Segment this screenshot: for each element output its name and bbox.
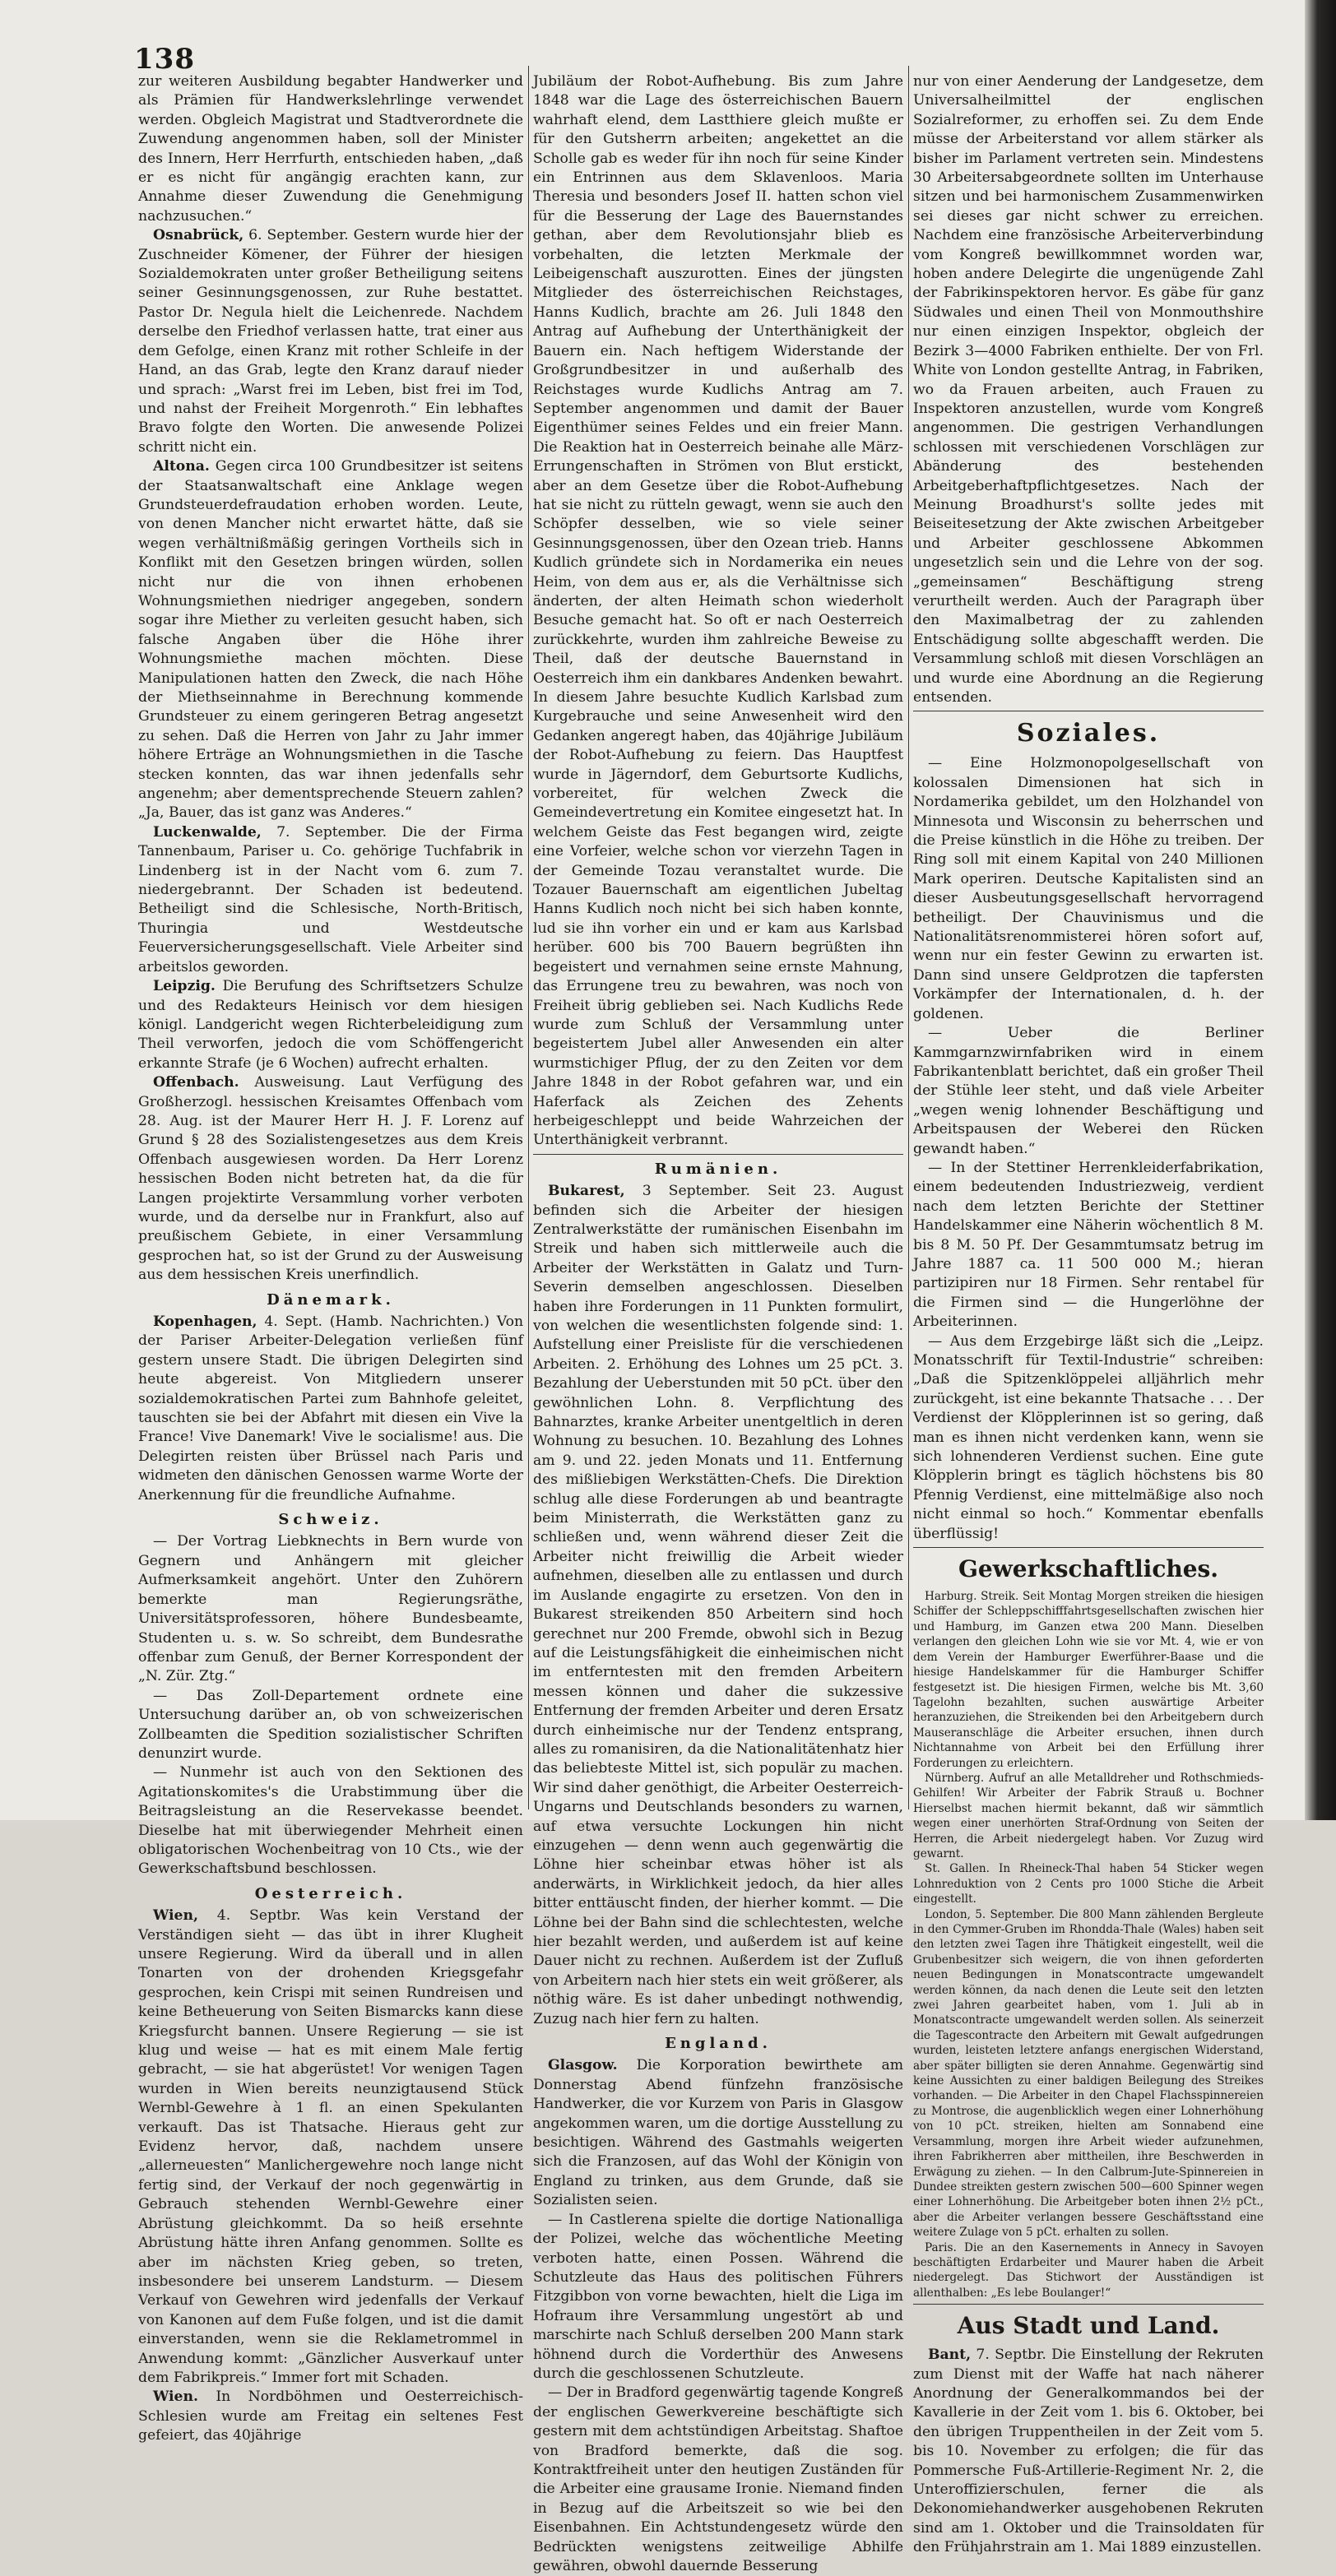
column-2 [533, 72, 903, 2574]
section-rule [913, 1547, 1264, 1548]
article-wien-2 [138, 2388, 523, 2445]
text-altona: Gegen circa 100 Grundbesitzer ist seitens der Staatsanwaltschaft eine Anklage wegen Grundsteuerdefraudation erhoben worden. Leute, von denen Mancher nicht erwartet hätte, daß sie wegen verhältnißmäßig geringen Vortheils sich in Konflikt mit den Gesetzen bringen würden, sollen nicht nur die von ihnen erhobenen Wohnungsmiethen niedriger angegeben, sondern sogar ihre Miether zu verleiten gesucht haben, sich falsche Angaben über die Höhe ihrer Wohnungsmiethe machen möchten. Diese Manipulationen hatten den Zweck, die nach Höhe der Miethseinnahme in Berechnung kommende Grundsteuer zu einem geringeren Betrag angesetzt zu sehen. Daß die Herren von Jahr zu Jahr immer höhere Erträge an Wohnungsmiethen in die Tasche stecken konnten, das war ihnen jedenfalls sehr angenehm; aber dementsprechende Steuern zahlen? „Ja, Bauer, das ist ganz was Anderes.“ [138, 458, 523, 822]
heading-aus-stadt-und-land: Aus Stadt und Land. [957, 2312, 1220, 2340]
article-bant [913, 2346, 1264, 2557]
text-leipzig: Die Berufung des Schriftsetzers Schulze und des Redakteurs Heinisch vor dem hiesigen königl. Landgericht wegen Richterbeleidigung zum Theil verworfen, jedoch die vom Schöffengericht erkannte Strafe (je 6 Wochen) aufrecht erhalten. [138, 978, 524, 1072]
article-bukarest [533, 1182, 903, 2029]
place-kopenhagen: Kopenhagen, [153, 1313, 257, 1330]
notice-nuernberg: Nürnberg. Aufruf an alle Metalldreher und Rothschmieds-Gehilfen! Wir Arbeiter der Fabrik Strauß u. Bochner Hierselbst machen hiermit bekannt, daß wir sämmtlich wegen einer unerhörten Straf-Ordnung von Seiten der Herren, die Arbeit niedergelegt haben. Vor Zuzug wird gewarnt. [913, 1771, 1264, 1860]
article-soziales-4: — Aus dem Erzgebirge läßt sich die „Leipz. Monatsschrift für Textil-Industrie“ schreiben: „Daß die Spitzenklöppelei alljährlich mehr zurückgeht, ist eine bekannte Thatsache . . . Der Verdienst der Klöpplerinnen ist so gering, daß man es ihnen nicht verdenken kann, wenn sie sich lohnenderen Verdienst suchen. Eine gute Klöpplerin bringt es täglich höchstens bis 80 Pfennig Verdienst, eine mittelmäßige also noch nicht einmal so hoch.“ Kommentar ebenfalls überflüssig! [913, 1332, 1264, 1542]
page-number: 138 [134, 43, 195, 76]
article-leipzig [138, 977, 523, 1073]
heading-daenemark: Dänemark. [267, 1290, 395, 1309]
heading-schweiz: Schweiz. [278, 1511, 383, 1529]
place-glasgow: Glasgow. [548, 2057, 618, 2074]
place-altona: Altona. [153, 458, 210, 475]
place-offenbach: Offenbach. [153, 1074, 239, 1091]
place-osnabrueck: Osnabrück, [153, 227, 244, 244]
article-schweiz-3: — Nunmehr ist auch von den Sektionen des Agitationskomites's die Urabstimmung über die Beitragsleistung an die Reservekasse beendet. Dieselbe hat mit überwiegender Mehrheit einen obligatorischen Wochenbeitrag von 10 Cts., wie der Gewerkschaftsbund beschlossen. [138, 1764, 523, 1878]
article-glasgow [533, 2056, 903, 2210]
text-wien-2: In Nordböhmen und Oesterreichisch-Schlesien wurde am Freitag ein seltenes Fest gefeiert, das 40jährige [138, 2388, 524, 2444]
column-divider-2 [908, 66, 909, 1809]
notice-harburg: Harburg. Streik. Seit Montag Morgen streiken die hiesigen Schiffer der Schleppschifffahrtsgesellschaften zwischen hier und Hamburg, im Ganzen etwa 200 Mann. Dieselben verlangen den gleichen Lohn wie sie vor Mt. 4, wie er von dem Verein der Hamburger Ewerführer-Baase und die hiesige Handelskammer für die Hamburger Schiffer festgesetzt ist. Die hiesigen Firmen, welche bis Mt. 3,60 Tagelohn bezahlten, suchen auswärtige Arbeiter heranzuziehen, die Streikenden bei den Arbeitgebern durch Mauseranschläge die Arbeiter ersuchen, ihnen durch Nichtannahme von Arbeit bei den Erfüllung ihrer Forderungen zu erleichtern. [913, 1590, 1264, 1770]
gewerkschaftliches-block [913, 1589, 1264, 2300]
heading-oesterreich: Oesterreich. [254, 1884, 407, 1902]
text-offenbach: Ausweisung. Laut Verfügung des Großherzogl. hessischen Kreisamtes Offenbach vom 28. Aug. ist der Maurer Herr H. J. F. Lorenz auf Grund § 28 des Sozialistengesetzes aus dem Kreis Offenbach ausgewiesen worden. Da Herr Lorenz hessischen Boden nicht betreten hat, da die für Langen projektirte Versammlung vorher verboten wurde, und da derselbe nur in Frankfurt, also auf preußischem Gebiete, in einer Versammlung gesprochen hat, so ist der Grund zu der Ausweisung aus dem hessischen Kreis unerfindlich. [138, 1074, 523, 1284]
notice-london: London, 5. September. Die 800 Mann zählenden Bergleute in den Cymmer-Gruben im Rhondda-Thale (Wales) haben seit den letzten zwei Tagen ihre Thätigkeit eingestellt, weil die Grubenbesitzer sich weigern, die von ihnen geforderten neuen Bedingungen in Monatscontracte umgewandelt werden können, da nach denen die Leute seit den letzten zwei Jahren gearbeitet haben, vom 1. Juli ab in Monatscontracte umgewandelt werden sollen. Als seinerzeit die Tagescontracte den Arbeitern mit Gewalt aufgedrungen wurden, leisteten letztere anfangs energischen Widerstand, aber später billigten sie deren Annahme. Gegenwärtig sind keine Aussichten zu einer baldigen Beilegung des Streikes vorhanden. — Die Arbeiter in den Chapel Flachsspinnereien zu Montrose, die augenblicklich wegen einer Lohnerhöhung von 10 pCt. streiken, hielten am Sonnabend eine Versammlung, morgen ihre Arbeit wieder aufzunehmen, ihren Fabrikherren aber mittheilen, ihre Beschwerden in Erwägung zu ziehen. — In den Calbrum-Jute-Spinnereien in Dundee streikten gestern zwischen 500—600 Spinner wegen einer Lohnerhöhung. Die Arbeitgeber boten ihnen 2½ pCt., aber die Arbeiter verlangen bessere Geschäftsstand eine weitere Zulage von 5 pCt. erhalten zu sollen. [913, 1907, 1264, 2240]
article-altona [138, 457, 523, 823]
article-intro: zur weiteren Ausbildung begabter Handwerker und als Prämien für Handwerkslehrlinge verwendet werden. Obgleich Magistrat und Stadtverordnete die Zuwendung angenommen haben, soll der Minister des Innern, Herr Herrfurth, entschieden haben, „daß er es nicht für angängig erachten kann, zur Annahme dieser Zuwendung die Genehmigung nachzusuchen.“ [138, 73, 523, 225]
column-1 [138, 72, 524, 2444]
place-bant: Bant, [928, 2347, 972, 2364]
article-kopenhagen [138, 1313, 523, 1505]
place-wien-1: Wien, [153, 1907, 198, 1925]
article-bradford: — Der in Bradford gegenwärtig tagende Kongreß der englischen Gewerkvereine beschäftigte sich gestern mit dem achtstündigen Arbeitstag. Shaftoe von Bradford bemerkte, daß die sog. Kontraktfreiheit unter den heutigen Zuständen für die Arbeiter eine grausame Ironie. Niemand finden in Bezug auf die Arbeitszeit so wie bei den Eisenbahnen. Ein Achtstundengesetz würde den Bedrückten wenigstens zeitweilige Abhilfe gewähren, obwohl dauernde Besserung [533, 2384, 903, 2574]
article-soziales-3: — In der Stettiner Herrenkleiderfabrikation, einem bedeutenden Industriezweig, verdient nach dem letzten Berichte der Stettiner Handelskammer eine Näherin wöchentlich 8 M. bis 8 M. 50 Pf. Der Gesammtumsatz betrug im Jahre 1887 ca. 11 500 000 M.; hieran partizipiren nur 18 Firmen. Sehr rentabel für die Firmen sind — die Hungerlöhne der Arbeiterinnen. [913, 1159, 1264, 1331]
article-soziales-1: — Eine Holzmonopolgesellschaft von kolossalen Dimensionen hat sich in Nordamerika gebildet, um den Holzhandel von Minnesota und Wisconsin zu beherrschen und die Preise künstlich in die Höhe zu treiben. Der Ring soll mit einem Kapital von 240 Millionen Mark operiren. Deutsche Kapitalisten sind an dieser Ausbeutungsgesellschaft hervorragend betheiligt. Der Chauvinismus und die Nationalitätsrenommisterei hören sofort auf, wenn nur ein fester Gewinn zu erwarten ist. Dann sind unsere Geldprotzen die tapfersten Vorkämpfer der Internationalen, d. h. der goldenen. [913, 755, 1264, 1022]
section-rule [913, 2304, 1264, 2305]
article-schweiz-1: — Der Vortrag Liebknechts in Bern wurde von Gegnern und Anhängern mit gleicher Aufmerksamkeit angehört. Unter den Zuhörern bemerkte man Regierungsräthe, Universitätsprofessoren, höhere Bundesbeamte, Studenten u. s. w. So schreibt, dem Bundesrathe offenbar zum Genuß, der Berner Korrespondent der „N. Zür. Ztg.“ [138, 1533, 523, 1685]
notice-st-gallen: St. Gallen. In Rheineck-Thal haben 54 Sticker wegen Lohnreduktion von 2 Cents pro 1000 Stiche die Arbeit eingestellt. [913, 1862, 1264, 1907]
text-luckenwalde: 7. September. Die der Firma Tannenbaum, Pariser u. Co. gehörige Tuchfabrik in Lindenberg ist in der Nacht vom 6. zum 7. niedergebrannt. Der Schaden ist bedeutend. Betheiligt sind die Schlesische, North-Britisch, Thuringia und Westdeutsche Feuerversicherungsgesellschaft. Viele Arbeiter sind arbeitslos geworden. [138, 823, 523, 975]
article-offenbach [138, 1073, 523, 1285]
column-3 [913, 72, 1264, 2556]
article-wien-1 [138, 1907, 523, 2388]
article-castlerea: — In Castlerena spielte die dortige Nationalliga der Polizei, welche das wöchentliche Meeting verboten hatte, einen Possen. Während die Schutzleute das Haus des politischen Führers Fitzgibbon von vorne bewachten, hielt die Liga im Hofraum ihre Versammlung ungestört ab und marschirte nach Schluß derselben 200 Mann stark höhnend durch die Vorderthür des Anwesens durch die geschlossenen Schutzleute. [533, 2211, 903, 2382]
place-wien-2: Wien. [153, 2388, 198, 2406]
article-schweiz-2: — Das Zoll-Departement ordnete eine Untersuchung darüber an, ob von schweizerischen Zollbeamten die Spedition sozialistischer Schriften denunzirt wurde. [138, 1687, 523, 1762]
notice-paris: Paris. Die an den Kasernements in Annecy in Savoyen beschäftigten Erdarbeiter und Maurer haben die Arbeit niedergelegt. Das Stichwort der Ausständigen ist allenthalben: „Es lebe Boulanger!“ [913, 2240, 1264, 2300]
column-divider-1 [528, 66, 529, 1809]
text-osnabrueck: 6. September. Gestern wurde hier der Zuschneider Kömener, der Führer der hiesigen Sozialdemokraten unter großer Betheiligung seitens seiner Gesinnungsgenossen, zur Ruhe bestattet. Pastor Dr. Negula hielt die Leichenrede. Nachdem derselbe den Friedhof verlassen hatte, trat einer aus dem Gefolge, einen Kranz mit rother Schleife in der Hand, an das Grab, legte den Kranz darauf nieder und sprach: „Warst frei im Leben, bist frei im Tod, und nahst der Freiheit Morgenroth.“ Ein lebhaftes Bravo folgte den Worten. Die anwesende Polizei schritt nicht ein. [138, 227, 523, 456]
place-bukarest: Bukarest, [548, 1183, 625, 1200]
text-wien-1: 4. Septbr. Was kein Verstand der Verständigen sieht — das übt in ihrer Klugheit unsere Regierung. Wird da überall und in allen Tonarten von der drohenden Kriegsgefahr gesprochen, kein Crispi mit seinen Rundreisen und keine Betheuerung von Seiten Bismarcks kann diese Kriegsfurcht bannen. Unsere Regierung — sie ist klug und weise — hat es mit einem Male fertig gebracht, — sie hat abgerüstet! Vor wenigen Tagen wurden in Wien bereits neunzigtausend Stück Wernbl-Gewehre à 1 fl. an einen Spekulanten verkauft. Das ist Thatsache. Hieraus geht zur Evidenz hervor, daß, nachdem unsere „allerneuesten“ Manlichergewehre noch lange nicht fertig sind, der Verkauf der noch gegenwärtig in Gebrauch stehenden Wernbl-Gewehre einer Abrüstung gleichkommt. Da so heiß ersehnte Abrüstung hätte ihren Anfang genommen. Sollte es aber im nächsten Krieg geben, so treten, insbesondere bei unserem Landsturm. — Diesem Verkauf von Gewehren wird jedenfalls der Verkauf von Kanonen auf dem Fuße folgen, und ist die damit einverstanden, wenn sie die Reklametrommel in Anwendung kommt: „Gänzlicher Ausverkauf unter dem Fabrikpreis.“ Immer fort mit Schaden. [138, 1907, 523, 2386]
article-soziales-2: — Ueber die Berliner Kammgarnzwirnfabriken wird in einem Fabrikantenblatt berichtet, daß ein großer Theil der Stühle leer steht, und daß viele Arbeiter „wegen wenig lohnender Beschäftigung und Arbeitspausen der Weberei den Rücken gewandt haben.“ [913, 1025, 1264, 1157]
place-leipzig: Leipzig. [153, 978, 216, 995]
article-jubilaeum: Jubiläum der Robot-Aufhebung. Bis zum Jahre 1848 war die Lage des österreichischen Bauern wahrhaft elend, dem Lastthiere gleich mußte er für den Gutsherrn arbeiten; angekettet an die Scholle gab es weder für ihn noch für seine Kinder ein Entrinnen aus dem Sklavenloos. Maria Theresia und besonders Josef II. hatten schon viel für die Besserung der Lage des Bauernstandes gethan, aber dem Revolutionsjahr blieb es vorbehalten, die letzten Merkmale der Leibeigenschaft auszurotten. Eines der jüngsten Mitglieder des österreichischen Reichstages, Hanns Kudlich, brachte am 26. Juli 1848 den Antrag auf Aufhebung der Unterthänigkeit der Bauern ein. Nach heftigem Widerstande der Großgrundbesitzer in und außerhalb des Reichstages wurde Kudlichs Antrag am 7. September angenommen und damit der Bauer Eigenthümer seines Feldes und ein freier Mann. Die Reaktion hat in Oesterreich beinahe alle März-Errungenschaften in Strömen von Blut erstickt, aber an dem Gesetze über die Robot-Aufhebung hat sie nicht zu rütteln gewagt, wenn sie auch den Schöpfer desselben, wie so viele seiner Gesinnungsgenossen, über den Ozean trieb. Hanns Kudlich gründete sich in Nordamerika ein neues Heim, von dem aus er, als die Verhältnisse sich änderten, der alten Heimath schon wiederholt Besuche gemacht hat. So oft er nach Oesterreich zurückkehrte, wurden ihm zahlreiche Beweise zu Theil, daß der deutsche Bauernstand in Oesterreich ihm ein dankbares Andenken bewahrt. In diesem Jahre besuchte Kudlich Karlsbad zum Kurgebrauche und seine Anwesenheit wird den Gedanken angeregt haben, das 40jährige Jubiläum der Robot-Aufhebung zu feiern. Das Hauptfest wurde in Jägerndorf, dem Geburtsorte Kudlichs, vorbereitet, für welchen Zweck die Gemeindevertretung ein Komitee eingesetzt hat. In welchem Geiste das Fest begangen wird, zeigte eine Vorfeier, welche schon vor vierzehn Tagen in der Gemeinde Tozau veranstaltet wurde. Die Tozauer Bauernschaft am eigentlichen Jubeltag Hanns Kudlich noch nicht bei sich haben konnte, lud sie ihn vorher ein und er kam aus Karlsbad herüber. 600 bis 700 Bauern begrüßten ihn begeistert und vernahmen seine ernste Mahnung, das Errungene treu zu bewahren, was noch von Freiheit übrig geblieben sei. Nach Kudlichs Rede wurde zum Schluß der Versammlung unter begeistertem Jubel aller Anwesenden ein alter wurmstichiger Pflug, der zu den Zeiten vor dem Jahre 1848 in der Robot gefahren war, und ein Haferfack als Zeichen des Zehents herbeigeschleppt und beide Wahrzeichen der Unterthänigkeit verbrannt. [533, 73, 903, 1149]
text-bukarest: 3 September. Seit 23. August befinden sich die Arbeiter der hiesigen Zentralwerkstätte der rumänischen Eisenbahn im Streik und haben sich mittlerweile auch die Arbeiter der Werkstätten in Galatz und Turn-Severin demselben angeschlossen. Dieselben haben ihre Forderungen in 11 Punkten formulirt, von welchen die wesentlichsten folgende sind: 1. Aufstellung einer Preisliste für die verschiedenen Arbeiten. 2. Erhöhung des Lohnes um 25 pCt. 3. Bezahlung der Ueberstunden mit 50 pCt. über den gewöhnlichen Lohn. 8. Verpflichtung des Bahnarztes, kranke Arbeiter unentgeltlich in deren Wohnung zu besuchen. 10. Bezahlung des Lohnes am 9. und 22. jeden Monats und 11. Entfernung des mißliebigen Werkstätten-Chefs. Die Direktion schlug alle diese Forderungen ab und beantragte beim Ministerrath, die Werkstätten ganz zu schließen und, wenn während dieser Zeit die Arbeiter nicht freiwillig die Arbeit wieder aufnehmen, dieselben alle zu entlassen und durch im Auslande engagirte zu ersetzen. Von den in Bukarest streikenden 850 Arbeitern sind hoch gerechnet nur 200 Fremde, obwohl sich in Bezug auf die Leistungsfähigkeit die einheimischen nicht im entferntesten mit den fremden Arbeitern messen können und daher die sukzessive Entfernung der fremden Arbeiter und deren Ersatz durch einheimische nur der Tendenz entsprang, alles zu romanisiren, da die Nationalitätenhatz hier das beliebteste Mittel ist, sich populär zu machen. Wir sind daher genöthigt, die Arbeiter Oesterreich-Ungarns und Deutschlands besonders zu warnen, auf etwa versuchte Lockungen hin nicht einzugehen — denn wenn auch gegenwärtig die Löhne hier scheinbar etwas höher ist als anderwärts, in Wirklichkeit jedoch, da hier alles bitter enttäuscht finden, der hierher kommt. — Die Löhne bei der Bahn sind die schlechtesten, welche hier bezahlt werden, und außerdem ist auf keine Dauer nicht zu rechnen. Außerdem ist der Zufluß von Arbeitern nach hier stets ein weit größerer, als nöthig wäre. Es ist daher unbedingt nothwendig, Zuzug nach hier fern zu halten. [533, 1183, 903, 2027]
article-england-continued: nur von einer Aenderung der Landgesetze, dem Universalheilmittel der englischen Sozialreformer, zu erhoffen sei. Zu dem Ende müsse der Arbeiterstand vor allem stärker als bisher im Parlament vertreten sein. Mindestens 30 Arbeitersabgeordnete sollten im Unterhause sitzen und bei harmonischem Zusammenwirken sei dieses gar nicht schwer zu erreichen. Nachdem eine französische Arbeiterverbindung vom Kongreß bewillkommnet worden war, hoben andere Delegirte die ungenügende Zahl der Fabrikinspektoren hervor. Es gäbe für ganz Südwales und einen Theil von Monmouthshire nur einen einzigen Inspektor, obgleich der Bezirk 3—4000 Fabriken enthielte. Der von Frl. White von London gestellte Antrag, in Fabriken, wo da Frauen arbeiten, auch Frauen zu Inspektoren anzustellen, wurde vom Kongreß angenommen. Die gestrigen Verhandlungen schlossen mit verschiedenen Vorschlägen zur Abänderung des bestehenden Arbeitgeberhaftpflichtgesetzes. Nach der Meinung Broadhurst's sollte jedes mit Beiseitesetzung der Akte zwischen Arbeitgeber und Arbeiter geschlossene Abkommen ungesetzlich sein und die Lehre von der sog. „gemeinsamen“ Beschäftigung streng verurtheilt werden. Auch der Paragraph über den Maximalbetrag der zu zahlenden Entschädigung sollte abgeschafft werden. Die Versammlung schloß mit diesen Vorschlägen an und wurde eine Abordnung an die Regierung entsenden. [913, 73, 1264, 706]
article-osnabrueck [138, 226, 523, 457]
place-luckenwalde: Luckenwalde, [153, 823, 262, 841]
article-luckenwalde [138, 823, 523, 977]
heading-rumaenien: Rumänien. [654, 1160, 782, 1178]
heading-england: England. [665, 2035, 772, 2053]
text-kopenhagen: 4. Sept. (Hamb. Nachrichten.) Von der Pariser Arbeiter-Delegation verließen fünf gestern unsere Stadt. Die übrigen Delegirten sind heute abgereist. Von Mitgliedern unserer sozialdemokratischen Partei zum Bahnhofe geleitet, tauschten sie bei der Abfahrt mit diesen ein Vive la France! Vive Danemark! Vive le socialisme! aus. Die Delegirten reisten über Brüssel nach Paris und widmeten den dänischen Genossen warme Worte der Anerkennung für die freundliche Aufnahme. [138, 1313, 524, 1503]
section-rule [533, 1154, 903, 1155]
heading-soziales: Soziales. [1016, 719, 1161, 748]
text-bant: 7. Septbr. Die Einstellung der Rekruten zum Dienst mit der Waffe hat nach näherer Anordnung der Generalkommandos bei der Kavallerie in der Zeit vom 1. bis 6. Oktober, bei den übrigen Truppentheilen in der Zeit vom 5. bis 10. November zu erfolgen; die für das Pommersche Fuß-Artillerie-Regiment Nr. 2, die Unteroffizierschulen, ferner die als Dekonomiehandwerker ausgehobenen Rekruten sind am 1. Oktober und die Trainsoldaten für den Frühjahrstrain am 1. Mai 1889 einzustellen. [913, 2347, 1264, 2556]
text-glasgow: Die Korporation bewirthete am Donnerstag Abend fünfzehn französische Handwerker, die vor Kurzem von Paris in Glasgow angekommen waren, um die dortige Ausstellung zu besichtigen. Während des Gastmahls weigerten sich die Franzosen, auf das Wohl der Königin von England zu trinken, aus dem Grunde, daß sie Sozialisten seien. [533, 2057, 903, 2209]
page-binding-edge [1305, 0, 1336, 1820]
heading-gewerkschaftliches: Gewerkschaftliches. [958, 1555, 1219, 1583]
